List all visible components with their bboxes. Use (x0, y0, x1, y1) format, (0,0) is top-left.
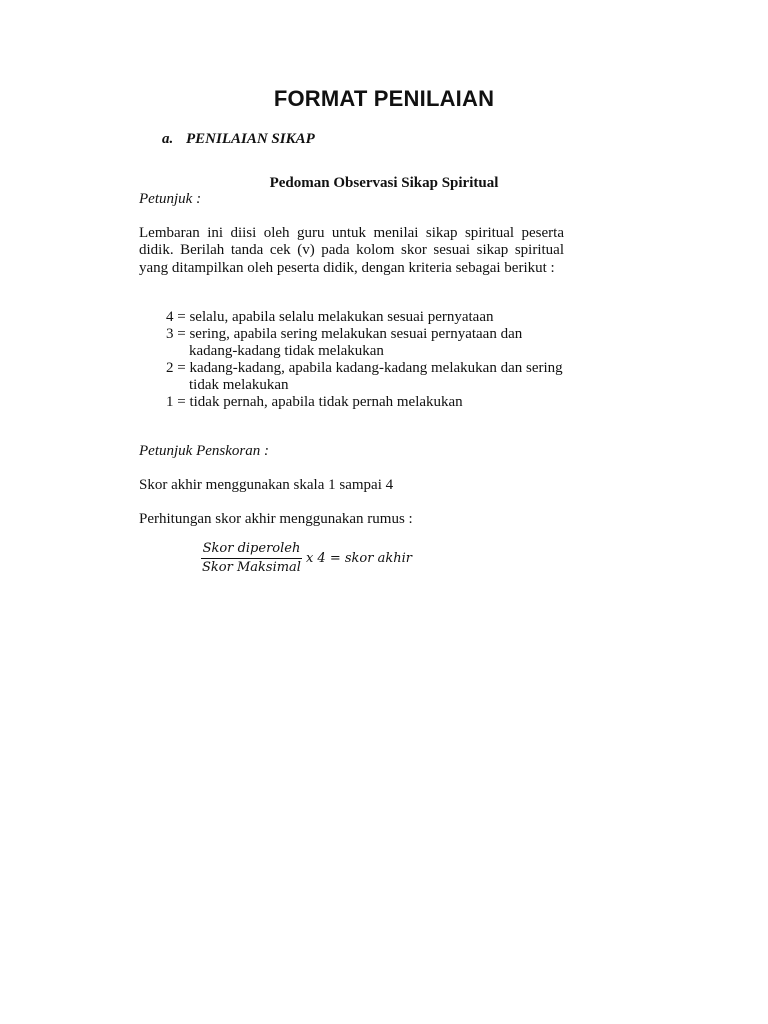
section-heading (162, 131, 315, 148)
formula-fraction (201, 541, 302, 576)
scoring-label: Petunjuk Penskoran : (139, 443, 269, 459)
formula-denominator: Skor Maksimal (202, 560, 301, 575)
document-title: FORMAT PENILAIAN (273, 86, 495, 111)
formula-intro: Perhitungan skor akhir menggunakan rumus : (139, 511, 413, 527)
criteria-item-2: 2 = kadang-kadang, apabila kadang-kadang melakukan dan sering tidak melakukan (166, 360, 563, 393)
criteria-list (166, 309, 566, 411)
score-formula (201, 541, 412, 576)
criteria-item-1: 1 = tidak pernah, apabila tidak pernah melakukan (166, 394, 463, 410)
formula-numerator: Skor diperoleh (202, 541, 301, 556)
instructions-label: Petunjuk : (139, 191, 202, 207)
formula-rhs: x 4 = skor akhir (305, 550, 412, 566)
section-heading-text: PENILAIAN SIKAP (186, 131, 315, 147)
instructions-paragraph: Lembaran ini diisi oleh guru untuk menilai sikap spiritual peserta didik. Berilah tanda cek (v) pada kolom skor sesuai sikap spiritual yang ditampilkan oleh peserta didik, dengan kriteria sebagai berikut : (139, 225, 564, 276)
scale-text: Skor akhir menggunakan skala 1 sampai 4 (139, 477, 394, 493)
criteria-item-3: 3 = sering, apabila sering melakukan sesuai pernyataan dan kadang-kadang tidak melakukan (166, 326, 523, 359)
observation-subheading: Pedoman Observasi Sikap Spiritual (269, 175, 499, 191)
criteria-item-4: 4 = selalu, apabila selalu melakukan sesuai pernyataan (166, 309, 494, 325)
section-marker: a. (162, 131, 174, 147)
